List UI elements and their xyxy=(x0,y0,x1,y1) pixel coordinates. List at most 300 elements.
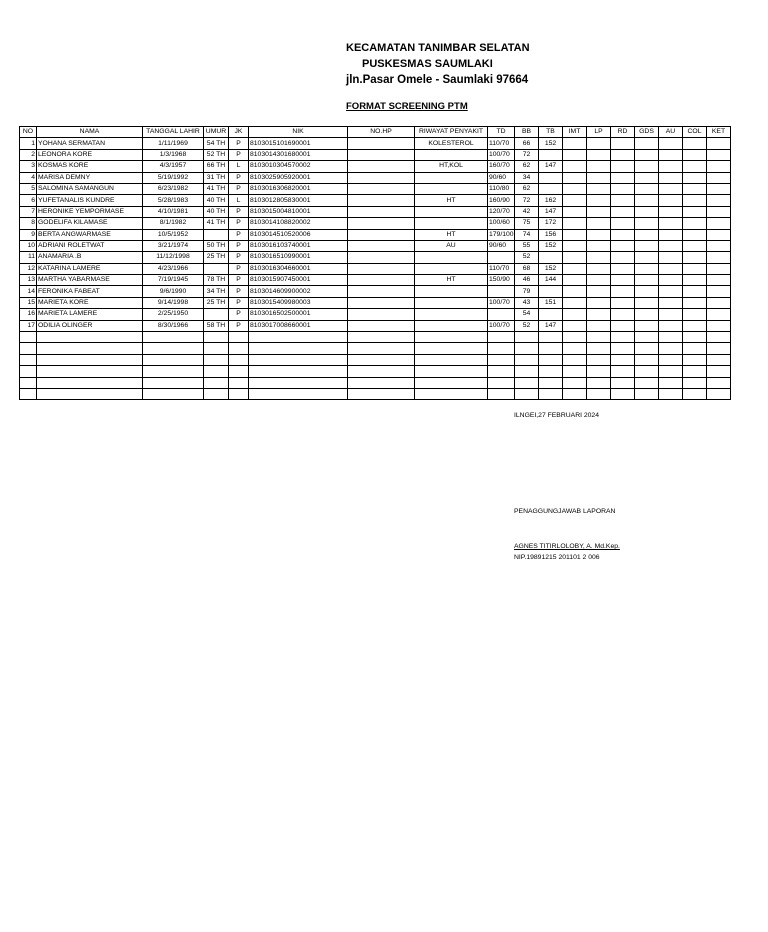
cell-jk: P xyxy=(229,297,249,308)
cell-jk: P xyxy=(229,286,249,297)
empty-cell xyxy=(611,161,635,172)
empty-cell xyxy=(587,138,611,149)
empty-cell xyxy=(611,206,635,217)
empty-cell xyxy=(707,354,731,365)
cell-jk: L xyxy=(229,161,249,172)
cell-no: 12 xyxy=(20,263,37,274)
empty-cell xyxy=(683,240,707,251)
column-header: JK xyxy=(229,127,249,138)
cell-hp xyxy=(348,297,415,308)
table-header-row xyxy=(20,127,731,138)
blank-row xyxy=(20,354,731,365)
cell-tgl: 5/19/1992 xyxy=(143,172,204,183)
column-header: TD xyxy=(488,127,515,138)
empty-cell xyxy=(635,218,659,229)
empty-cell xyxy=(20,343,37,354)
cell-tb xyxy=(539,286,563,297)
cell-nama: LEONORA KORE xyxy=(37,149,143,160)
cell-jk: P xyxy=(229,263,249,274)
cell-nama: YUFETANALIS KUNDRE xyxy=(37,195,143,206)
cell-riwayat xyxy=(415,172,488,183)
cell-tgl: 1/3/1968 xyxy=(143,149,204,160)
signer-nip: NIP.19891215 201101 2 006 xyxy=(514,554,600,561)
column-header: KET xyxy=(707,127,731,138)
empty-cell xyxy=(611,252,635,263)
cell-td: 120/70 xyxy=(488,206,515,217)
cell-nama: KOSMAS KORE xyxy=(37,161,143,172)
cell-hp xyxy=(348,183,415,194)
cell-no: 2 xyxy=(20,149,37,160)
cell-umur xyxy=(204,263,229,274)
empty-cell xyxy=(707,388,731,399)
empty-cell xyxy=(204,388,229,399)
column-header: IMT xyxy=(563,127,587,138)
empty-cell xyxy=(587,252,611,263)
cell-umur: 78 TH xyxy=(204,275,229,286)
empty-cell xyxy=(635,149,659,160)
empty-cell xyxy=(488,366,515,377)
cell-hp xyxy=(348,229,415,240)
empty-cell xyxy=(143,343,204,354)
cell-riwayat xyxy=(415,263,488,274)
empty-cell xyxy=(659,309,683,320)
empty-cell xyxy=(635,377,659,388)
cell-jk: L xyxy=(229,195,249,206)
empty-cell xyxy=(683,138,707,149)
empty-cell xyxy=(683,343,707,354)
column-header: NIK xyxy=(249,127,348,138)
cell-no: 1 xyxy=(20,138,37,149)
cell-td xyxy=(488,309,515,320)
empty-cell xyxy=(563,377,587,388)
empty-cell xyxy=(683,183,707,194)
cell-tb xyxy=(539,172,563,183)
empty-cell xyxy=(659,343,683,354)
table-row xyxy=(20,149,731,160)
empty-cell xyxy=(635,138,659,149)
empty-cell xyxy=(659,229,683,240)
empty-cell xyxy=(488,388,515,399)
empty-cell xyxy=(515,377,539,388)
empty-cell xyxy=(348,343,415,354)
empty-cell xyxy=(587,377,611,388)
cell-bb: 74 xyxy=(515,229,539,240)
cell-umur: 40 TH xyxy=(204,206,229,217)
empty-cell xyxy=(587,195,611,206)
empty-cell xyxy=(563,343,587,354)
empty-cell xyxy=(659,183,683,194)
empty-cell xyxy=(587,218,611,229)
table-row xyxy=(20,252,731,263)
cell-jk: P xyxy=(229,206,249,217)
place-date: ILNGEI,27 FEBRUARI 2024 xyxy=(514,412,599,419)
empty-cell xyxy=(563,195,587,206)
table-row xyxy=(20,172,731,183)
empty-cell xyxy=(563,263,587,274)
cell-tgl: 3/21/1974 xyxy=(143,240,204,251)
empty-cell xyxy=(563,275,587,286)
empty-cell xyxy=(229,366,249,377)
clinic-title: PUSKESMAS SAUMLAKI xyxy=(362,58,493,70)
empty-cell xyxy=(488,377,515,388)
empty-cell xyxy=(635,263,659,274)
empty-cell xyxy=(635,309,659,320)
empty-cell xyxy=(348,332,415,343)
empty-cell xyxy=(683,206,707,217)
empty-cell xyxy=(563,388,587,399)
cell-umur xyxy=(204,229,229,240)
empty-cell xyxy=(707,286,731,297)
cell-riwayat: HT xyxy=(415,195,488,206)
empty-cell xyxy=(659,366,683,377)
cell-bb: 62 xyxy=(515,161,539,172)
empty-cell xyxy=(611,354,635,365)
empty-cell xyxy=(707,138,731,149)
cell-nik: 8103016510990001 xyxy=(249,252,348,263)
cell-nik: 8103012805830001 xyxy=(249,195,348,206)
empty-cell xyxy=(683,286,707,297)
empty-cell xyxy=(707,263,731,274)
cell-bb: 72 xyxy=(515,149,539,160)
empty-cell xyxy=(229,343,249,354)
empty-cell xyxy=(515,354,539,365)
table-row xyxy=(20,275,731,286)
empty-cell xyxy=(683,195,707,206)
empty-cell xyxy=(539,366,563,377)
empty-cell xyxy=(415,366,488,377)
column-header: NO xyxy=(20,127,37,138)
cell-riwayat: KOLESTEROL xyxy=(415,138,488,149)
cell-tgl: 9/14/1998 xyxy=(143,297,204,308)
cell-no: 4 xyxy=(20,172,37,183)
empty-cell xyxy=(37,354,143,365)
cell-td: 110/80 xyxy=(488,183,515,194)
cell-td xyxy=(488,286,515,297)
empty-cell xyxy=(249,377,348,388)
empty-cell xyxy=(587,286,611,297)
empty-cell xyxy=(143,332,204,343)
cell-nama: FERONIKA FABEAT xyxy=(37,286,143,297)
empty-cell xyxy=(683,229,707,240)
empty-cell xyxy=(611,138,635,149)
cell-tb: 152 xyxy=(539,240,563,251)
empty-cell xyxy=(611,149,635,160)
empty-cell xyxy=(611,263,635,274)
cell-riwayat xyxy=(415,286,488,297)
blank-row xyxy=(20,366,731,377)
empty-cell xyxy=(683,297,707,308)
empty-cell xyxy=(563,161,587,172)
cell-tb xyxy=(539,183,563,194)
cell-tb: 156 xyxy=(539,229,563,240)
empty-cell xyxy=(659,206,683,217)
empty-cell xyxy=(707,149,731,160)
empty-cell xyxy=(635,240,659,251)
empty-cell xyxy=(707,252,731,263)
empty-cell xyxy=(204,354,229,365)
cell-td: 100/70 xyxy=(488,149,515,160)
cell-nik: 8103016502500001 xyxy=(249,309,348,320)
cell-riwayat xyxy=(415,320,488,331)
cell-hp xyxy=(348,286,415,297)
empty-cell xyxy=(611,309,635,320)
empty-cell xyxy=(659,354,683,365)
empty-cell xyxy=(37,377,143,388)
cell-hp xyxy=(348,320,415,331)
empty-cell xyxy=(20,366,37,377)
empty-cell xyxy=(635,183,659,194)
empty-cell xyxy=(539,354,563,365)
cell-td xyxy=(488,252,515,263)
cell-nik: 8103010304570002 xyxy=(249,161,348,172)
empty-cell xyxy=(415,354,488,365)
table-row xyxy=(20,297,731,308)
table-row xyxy=(20,195,731,206)
empty-cell xyxy=(611,240,635,251)
empty-cell xyxy=(249,388,348,399)
blank-row xyxy=(20,343,731,354)
cell-nama: ADRIANI ROLETWAT xyxy=(37,240,143,251)
cell-umur: 41 TH xyxy=(204,183,229,194)
cell-riwayat xyxy=(415,206,488,217)
empty-cell xyxy=(683,252,707,263)
empty-cell xyxy=(587,161,611,172)
empty-cell xyxy=(539,343,563,354)
cell-tb xyxy=(539,252,563,263)
cell-bb: 52 xyxy=(515,252,539,263)
cell-no: 3 xyxy=(20,161,37,172)
empty-cell xyxy=(348,354,415,365)
empty-cell xyxy=(659,388,683,399)
empty-cell xyxy=(587,388,611,399)
cell-hp xyxy=(348,172,415,183)
cell-tb: 144 xyxy=(539,275,563,286)
empty-cell xyxy=(611,229,635,240)
cell-tgl: 9/6/1990 xyxy=(143,286,204,297)
table-row xyxy=(20,183,731,194)
table-row xyxy=(20,161,731,172)
empty-cell xyxy=(488,343,515,354)
empty-cell xyxy=(563,297,587,308)
cell-no: 10 xyxy=(20,240,37,251)
empty-cell xyxy=(204,343,229,354)
cell-bb: 79 xyxy=(515,286,539,297)
cell-nama: MARTHA YABARMASE xyxy=(37,275,143,286)
table-row xyxy=(20,263,731,274)
empty-cell xyxy=(659,240,683,251)
cell-bb: 75 xyxy=(515,218,539,229)
empty-cell xyxy=(587,354,611,365)
cell-umur: 58 TH xyxy=(204,320,229,331)
empty-cell xyxy=(20,388,37,399)
empty-cell xyxy=(659,377,683,388)
table-row xyxy=(20,138,731,149)
empty-cell xyxy=(515,343,539,354)
cell-no: 5 xyxy=(20,183,37,194)
cell-no: 6 xyxy=(20,195,37,206)
column-header: GDS xyxy=(635,127,659,138)
cell-jk: P xyxy=(229,149,249,160)
blank-row xyxy=(20,388,731,399)
empty-cell xyxy=(659,149,683,160)
cell-nama: MARIETA KORE xyxy=(37,297,143,308)
empty-cell xyxy=(611,297,635,308)
empty-cell xyxy=(635,206,659,217)
cell-jk: P xyxy=(229,218,249,229)
empty-cell xyxy=(204,332,229,343)
cell-no: 14 xyxy=(20,286,37,297)
cell-umur xyxy=(204,309,229,320)
empty-cell xyxy=(707,377,731,388)
cell-tb: 147 xyxy=(539,161,563,172)
empty-cell xyxy=(611,388,635,399)
table-row xyxy=(20,206,731,217)
empty-cell xyxy=(249,366,348,377)
cell-hp xyxy=(348,195,415,206)
cell-td: 100/70 xyxy=(488,297,515,308)
cell-nik: 8103017008660001 xyxy=(249,320,348,331)
cell-nik: 8103016306820001 xyxy=(249,183,348,194)
column-header: TANGGAL LAHIR xyxy=(143,127,204,138)
cell-bb: 46 xyxy=(515,275,539,286)
cell-jk: P xyxy=(229,138,249,149)
cell-nama: ODILIA OLINGER xyxy=(37,320,143,331)
cell-nik: 8103016103740001 xyxy=(249,240,348,251)
cell-no: 11 xyxy=(20,252,37,263)
table-row xyxy=(20,229,731,240)
cell-hp xyxy=(348,275,415,286)
cell-umur: 25 TH xyxy=(204,252,229,263)
empty-cell xyxy=(143,388,204,399)
empty-cell xyxy=(683,332,707,343)
empty-cell xyxy=(635,343,659,354)
cell-bb: 68 xyxy=(515,263,539,274)
empty-cell xyxy=(587,320,611,331)
empty-cell xyxy=(611,377,635,388)
empty-cell xyxy=(635,161,659,172)
empty-cell xyxy=(563,309,587,320)
empty-cell xyxy=(143,354,204,365)
cell-hp xyxy=(348,206,415,217)
empty-cell xyxy=(635,275,659,286)
cell-tgl: 8/30/1966 xyxy=(143,320,204,331)
cell-hp xyxy=(348,263,415,274)
cell-jk: P xyxy=(229,309,249,320)
empty-cell xyxy=(707,275,731,286)
empty-cell xyxy=(635,252,659,263)
empty-cell xyxy=(611,275,635,286)
column-header: UMUR xyxy=(204,127,229,138)
cell-nik: 8103016304660001 xyxy=(249,263,348,274)
clinic-address: jln.Pasar Omele - Saumlaki 97664 xyxy=(346,74,529,86)
cell-tb: 172 xyxy=(539,218,563,229)
cell-nama: MARISA DEMNY xyxy=(37,172,143,183)
empty-cell xyxy=(707,183,731,194)
empty-cell xyxy=(587,263,611,274)
empty-cell xyxy=(683,366,707,377)
empty-cell xyxy=(37,332,143,343)
responsible-label: PENAGGUNGJAWAB LAPORAN xyxy=(514,508,616,515)
empty-cell xyxy=(659,172,683,183)
empty-cell xyxy=(37,343,143,354)
empty-cell xyxy=(563,252,587,263)
empty-cell xyxy=(659,218,683,229)
empty-cell xyxy=(37,366,143,377)
empty-cell xyxy=(229,377,249,388)
empty-cell xyxy=(683,161,707,172)
empty-cell xyxy=(659,320,683,331)
blank-row xyxy=(20,377,731,388)
empty-cell xyxy=(563,354,587,365)
empty-cell xyxy=(587,206,611,217)
cell-bb: 66 xyxy=(515,138,539,149)
empty-cell xyxy=(707,229,731,240)
empty-cell xyxy=(587,297,611,308)
cell-nik: 8103015101690001 xyxy=(249,138,348,149)
empty-cell xyxy=(587,275,611,286)
empty-cell xyxy=(515,388,539,399)
cell-umur: 66 TH xyxy=(204,161,229,172)
empty-cell xyxy=(587,229,611,240)
cell-hp xyxy=(348,161,415,172)
cell-riwayat xyxy=(415,183,488,194)
empty-cell xyxy=(659,286,683,297)
cell-riwayat: HT xyxy=(415,229,488,240)
table-row xyxy=(20,218,731,229)
empty-cell xyxy=(659,275,683,286)
cell-nama: SALOMINA SAMANGUN xyxy=(37,183,143,194)
empty-cell xyxy=(683,309,707,320)
cell-tgl: 8/1/1982 xyxy=(143,218,204,229)
cell-td: 90/60 xyxy=(488,172,515,183)
empty-cell xyxy=(348,366,415,377)
column-header: RIWAYAT PENYAKIT xyxy=(415,127,488,138)
cell-tgl: 10/5/1952 xyxy=(143,229,204,240)
cell-tgl: 5/28/1983 xyxy=(143,195,204,206)
cell-bb: 42 xyxy=(515,206,539,217)
empty-cell xyxy=(563,183,587,194)
empty-cell xyxy=(563,218,587,229)
cell-nama: KATARINA LAMERE xyxy=(37,263,143,274)
cell-bb: 72 xyxy=(515,195,539,206)
empty-cell xyxy=(587,366,611,377)
empty-cell xyxy=(20,332,37,343)
empty-cell xyxy=(563,320,587,331)
empty-cell xyxy=(563,172,587,183)
empty-cell xyxy=(683,320,707,331)
cell-td: 160/70 xyxy=(488,161,515,172)
cell-bb: 54 xyxy=(515,309,539,320)
empty-cell xyxy=(707,343,731,354)
empty-cell xyxy=(707,195,731,206)
empty-cell xyxy=(20,354,37,365)
cell-umur: 40 TH xyxy=(204,195,229,206)
signer-name: AGNES TITIRLOLOBY, A. Md.Kep. xyxy=(514,543,620,550)
cell-hp xyxy=(348,309,415,320)
cell-jk: P xyxy=(229,183,249,194)
cell-tb: 162 xyxy=(539,195,563,206)
empty-cell xyxy=(635,366,659,377)
empty-cell xyxy=(707,206,731,217)
cell-tb xyxy=(539,149,563,160)
cell-bb: 43 xyxy=(515,297,539,308)
empty-cell xyxy=(587,309,611,320)
empty-cell xyxy=(659,138,683,149)
cell-riwayat xyxy=(415,218,488,229)
empty-cell xyxy=(539,388,563,399)
empty-cell xyxy=(659,332,683,343)
empty-cell xyxy=(611,195,635,206)
